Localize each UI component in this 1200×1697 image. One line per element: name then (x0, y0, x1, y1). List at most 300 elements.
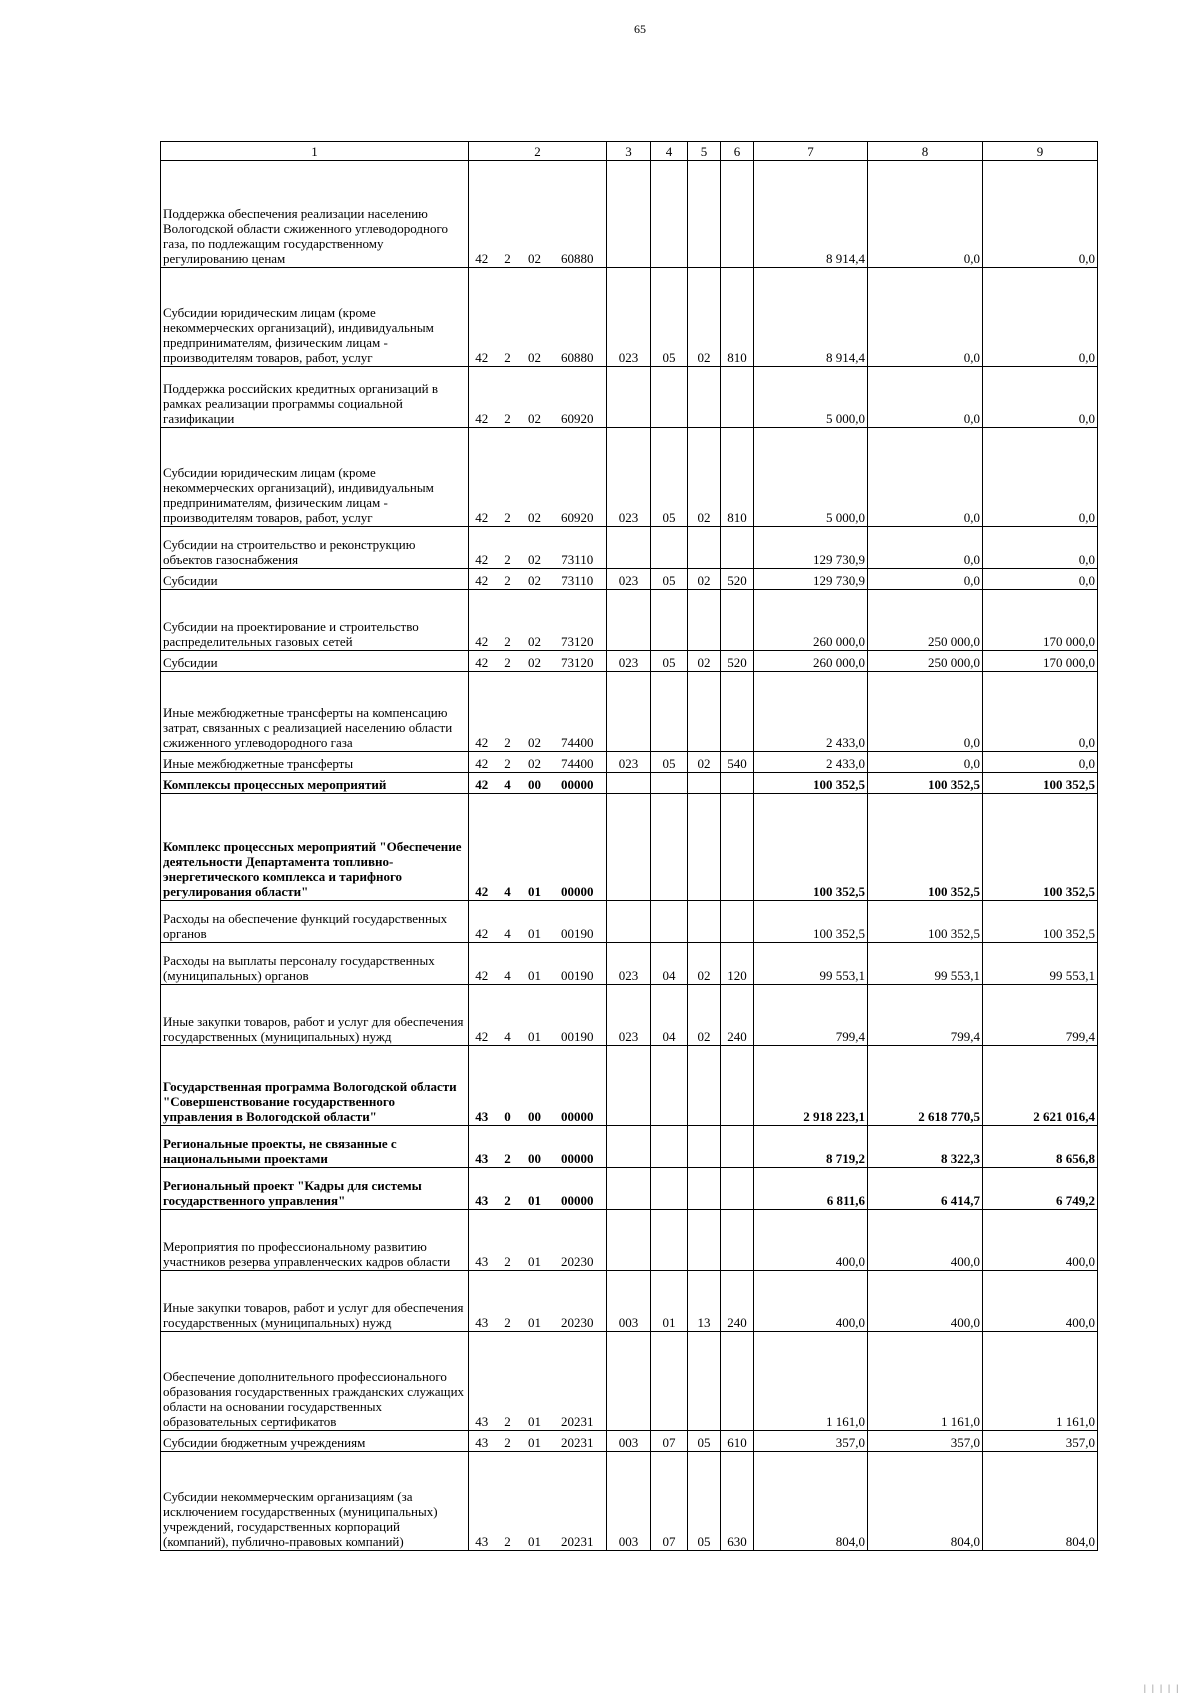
code-direction: 01 (521, 985, 549, 1046)
code-subsection: 05 (688, 1431, 721, 1452)
row-name: Региональный проект "Кадры для системы государственного управления" (161, 1168, 469, 1210)
table-row (161, 1168, 1098, 1210)
code-section (651, 527, 688, 569)
code-direction: 02 (521, 651, 549, 672)
table-row (161, 794, 1098, 901)
amount-year-2: 0,0 (868, 527, 983, 569)
code-subprogram: 4 (495, 794, 521, 901)
amount-year-3: 400,0 (983, 1210, 1098, 1271)
amount-year-2: 804,0 (868, 1452, 983, 1551)
header-col-4: 4 (651, 142, 688, 161)
code-target: 00000 (549, 773, 607, 794)
amount-year-1: 99 553,1 (754, 943, 868, 985)
code-expense-type (721, 901, 754, 943)
code-program: 42 (469, 985, 495, 1046)
code-section (651, 794, 688, 901)
code-ministry (607, 1168, 651, 1210)
code-ministry: 023 (607, 569, 651, 590)
row-name: Субсидии юридическим лицам (кроме некоммерческих организаций), индивидуальным предпринимателям, физическим лицам - производителям товаров, работ, услуг (161, 268, 469, 367)
header-col-1: 1 (161, 142, 469, 161)
row-name: Обеспечение дополнительного профессионального образования государственных гражданских служащих области на основании государственных образовательных сертификатов (161, 1332, 469, 1431)
table-row (161, 1452, 1098, 1551)
code-program: 42 (469, 794, 495, 901)
code-section (651, 672, 688, 752)
code-expense-type: 610 (721, 1431, 754, 1452)
amount-year-1: 129 730,9 (754, 569, 868, 590)
amount-year-2: 99 553,1 (868, 943, 983, 985)
amount-year-2: 357,0 (868, 1431, 983, 1452)
code-subprogram: 2 (495, 1168, 521, 1210)
code-ministry: 023 (607, 943, 651, 985)
amount-year-1: 5 000,0 (754, 428, 868, 527)
code-target: 73110 (549, 569, 607, 590)
row-name: Субсидии юридическим лицам (кроме некоммерческих организаций), индивидуальным предпринимателям, физическим лицам - производителям товаров, работ, услуг (161, 428, 469, 527)
code-direction: 02 (521, 367, 549, 428)
code-subprogram: 4 (495, 985, 521, 1046)
row-name: Субсидии некоммерческим организациям (за исключением государственных (муниципальных) учреждений, государственных корпораций (компаний), публично-правовых компаний) (161, 1452, 469, 1551)
amount-year-3: 8 656,8 (983, 1126, 1098, 1168)
amount-year-1: 8 719,2 (754, 1126, 868, 1168)
row-name: Субсидии (161, 569, 469, 590)
code-subsection: 13 (688, 1271, 721, 1332)
row-name: Субсидии на строительство и реконструкцию объектов газоснабжения (161, 527, 469, 569)
code-target: 73110 (549, 527, 607, 569)
code-expense-type (721, 672, 754, 752)
code-ministry: 023 (607, 651, 651, 672)
code-target: 20231 (549, 1431, 607, 1452)
amount-year-2: 0,0 (868, 428, 983, 527)
code-subsection (688, 672, 721, 752)
table-row (161, 943, 1098, 985)
amount-year-3: 0,0 (983, 752, 1098, 773)
code-section (651, 773, 688, 794)
code-subsection (688, 901, 721, 943)
table-row (161, 672, 1098, 752)
code-direction: 02 (521, 752, 549, 773)
code-subsection: 02 (688, 752, 721, 773)
page-number: 65 (634, 22, 646, 36)
code-subsection: 02 (688, 268, 721, 367)
table-row (161, 1210, 1098, 1271)
row-name: Мероприятия по профессиональному развитию участников резерва управленческих кадров области (161, 1210, 469, 1271)
code-subprogram: 2 (495, 569, 521, 590)
code-subprogram: 2 (495, 1431, 521, 1452)
amount-year-1: 2 918 223,1 (754, 1046, 868, 1126)
row-name: Иные межбюджетные трансферты на компенсацию затрат, связанных с реализацией населению области сжиженного углеводородного газа (161, 672, 469, 752)
amount-year-2: 250 000,0 (868, 590, 983, 651)
code-ministry: 023 (607, 428, 651, 527)
code-program: 42 (469, 527, 495, 569)
code-subsection: 05 (688, 1452, 721, 1551)
code-expense-type: 810 (721, 268, 754, 367)
table-row (161, 428, 1098, 527)
code-ministry (607, 590, 651, 651)
code-ministry (607, 161, 651, 268)
header-col-5: 5 (688, 142, 721, 161)
code-ministry: 003 (607, 1431, 651, 1452)
row-name: Субсидии (161, 651, 469, 672)
code-direction: 01 (521, 943, 549, 985)
code-subprogram: 2 (495, 367, 521, 428)
code-section: 07 (651, 1431, 688, 1452)
code-direction: 00 (521, 1126, 549, 1168)
code-subsection (688, 161, 721, 268)
table-row (161, 752, 1098, 773)
code-ministry: 023 (607, 752, 651, 773)
code-target: 20230 (549, 1210, 607, 1271)
code-subprogram: 2 (495, 672, 521, 752)
header-col-2: 2 (469, 142, 607, 161)
code-section: 04 (651, 985, 688, 1046)
code-ministry (607, 1126, 651, 1168)
code-section: 05 (651, 569, 688, 590)
row-name: Иные закупки товаров, работ и услуг для обеспечения государственных (муниципальных) нужд (161, 985, 469, 1046)
code-program: 42 (469, 590, 495, 651)
code-ministry (607, 1046, 651, 1126)
code-subsection (688, 1168, 721, 1210)
amount-year-3: 0,0 (983, 367, 1098, 428)
amount-year-1: 260 000,0 (754, 651, 868, 672)
code-target: 73120 (549, 590, 607, 651)
header-row (161, 142, 1098, 161)
amount-year-2: 400,0 (868, 1210, 983, 1271)
code-program: 42 (469, 901, 495, 943)
amount-year-3: 99 553,1 (983, 943, 1098, 985)
amount-year-3: 0,0 (983, 569, 1098, 590)
table-row (161, 268, 1098, 367)
code-subprogram: 2 (495, 527, 521, 569)
code-section: 04 (651, 943, 688, 985)
header-col-8: 8 (868, 142, 983, 161)
code-expense-type: 120 (721, 943, 754, 985)
amount-year-1: 2 433,0 (754, 752, 868, 773)
row-name: Расходы на выплаты персоналу государственных (муниципальных) органов (161, 943, 469, 985)
code-section (651, 1046, 688, 1126)
row-name: Поддержка российских кредитных организаций в рамках реализации программы социальной газификации (161, 367, 469, 428)
code-program: 42 (469, 569, 495, 590)
amount-year-2: 6 414,7 (868, 1168, 983, 1210)
code-section: 01 (651, 1271, 688, 1332)
code-program: 42 (469, 672, 495, 752)
code-direction: 00 (521, 773, 549, 794)
budget-table (160, 141, 1098, 1551)
code-section (651, 1126, 688, 1168)
amount-year-1: 804,0 (754, 1452, 868, 1551)
code-direction: 01 (521, 1431, 549, 1452)
amount-year-3: 0,0 (983, 161, 1098, 268)
amount-year-3: 0,0 (983, 428, 1098, 527)
table-row (161, 1332, 1098, 1431)
code-subprogram: 2 (495, 268, 521, 367)
code-direction: 01 (521, 1210, 549, 1271)
header-col-3: 3 (607, 142, 651, 161)
code-subprogram: 2 (495, 590, 521, 651)
code-target: 00000 (549, 1168, 607, 1210)
table-row (161, 773, 1098, 794)
code-target: 60920 (549, 367, 607, 428)
code-expense-type: 240 (721, 985, 754, 1046)
code-target: 60920 (549, 428, 607, 527)
table-body (161, 161, 1098, 1551)
code-target: 00190 (549, 901, 607, 943)
code-program: 42 (469, 943, 495, 985)
code-expense-type: 520 (721, 569, 754, 590)
amount-year-1: 400,0 (754, 1210, 868, 1271)
code-ministry: 023 (607, 268, 651, 367)
code-target: 73120 (549, 651, 607, 672)
code-direction: 01 (521, 794, 549, 901)
code-subsection (688, 590, 721, 651)
code-expense-type (721, 773, 754, 794)
code-direction: 02 (521, 590, 549, 651)
code-expense-type: 520 (721, 651, 754, 672)
row-name: Комплекс процессных мероприятий "Обеспечение деятельности Департамента топливно-энергетического комплекса и тарифного регулирования области" (161, 794, 469, 901)
amount-year-3: 799,4 (983, 985, 1098, 1046)
amount-year-1: 260 000,0 (754, 590, 868, 651)
amount-year-3: 400,0 (983, 1271, 1098, 1332)
code-section (651, 1332, 688, 1431)
code-expense-type (721, 590, 754, 651)
amount-year-2: 1 161,0 (868, 1332, 983, 1431)
amount-year-1: 6 811,6 (754, 1168, 868, 1210)
code-expense-type (721, 1126, 754, 1168)
amount-year-1: 100 352,5 (754, 901, 868, 943)
code-ministry (607, 901, 651, 943)
code-subprogram: 2 (495, 752, 521, 773)
amount-year-1: 8 914,4 (754, 161, 868, 268)
code-target: 74400 (549, 752, 607, 773)
code-target: 00000 (549, 794, 607, 901)
code-expense-type: 240 (721, 1271, 754, 1332)
row-name: Комплексы процессных мероприятий (161, 773, 469, 794)
row-name: Субсидии бюджетным учреждениям (161, 1431, 469, 1452)
code-direction: 01 (521, 1168, 549, 1210)
amount-year-2: 799,4 (868, 985, 983, 1046)
amount-year-3: 357,0 (983, 1431, 1098, 1452)
code-subsection (688, 527, 721, 569)
code-expense-type (721, 1332, 754, 1431)
code-subsection: 02 (688, 569, 721, 590)
code-ministry: 003 (607, 1452, 651, 1551)
code-subprogram: 2 (495, 428, 521, 527)
row-name: Иные закупки товаров, работ и услуг для обеспечения государственных (муниципальных) нужд (161, 1271, 469, 1332)
amount-year-2: 250 000,0 (868, 651, 983, 672)
code-subsection (688, 1332, 721, 1431)
code-program: 42 (469, 428, 495, 527)
code-target: 20231 (549, 1452, 607, 1551)
table-row (161, 527, 1098, 569)
code-program: 43 (469, 1126, 495, 1168)
table-row (161, 590, 1098, 651)
code-program: 43 (469, 1452, 495, 1551)
code-target: 00190 (549, 943, 607, 985)
code-subprogram: 2 (495, 1332, 521, 1431)
amount-year-3: 804,0 (983, 1452, 1098, 1551)
code-subprogram: 4 (495, 773, 521, 794)
amount-year-1: 1 161,0 (754, 1332, 868, 1431)
table-row (161, 367, 1098, 428)
amount-year-1: 400,0 (754, 1271, 868, 1332)
amount-year-1: 100 352,5 (754, 794, 868, 901)
code-subprogram: 2 (495, 1126, 521, 1168)
code-subsection (688, 773, 721, 794)
amount-year-1: 8 914,4 (754, 268, 868, 367)
code-target: 00000 (549, 1046, 607, 1126)
row-name: Иные межбюджетные трансферты (161, 752, 469, 773)
code-subsection (688, 1126, 721, 1168)
code-target: 20231 (549, 1332, 607, 1431)
code-subprogram: 2 (495, 1271, 521, 1332)
code-section: 05 (651, 752, 688, 773)
code-program: 42 (469, 161, 495, 268)
table-row (161, 161, 1098, 268)
amount-year-1: 5 000,0 (754, 367, 868, 428)
table-row (161, 1126, 1098, 1168)
code-expense-type (721, 527, 754, 569)
row-name: Субсидии на проектирование и строительство распределительных газовых сетей (161, 590, 469, 651)
code-subsection: 02 (688, 985, 721, 1046)
code-section: 05 (651, 268, 688, 367)
code-ministry (607, 672, 651, 752)
row-name: Региональные проекты, не связанные с национальными проектами (161, 1126, 469, 1168)
code-ministry (607, 367, 651, 428)
code-program: 42 (469, 651, 495, 672)
code-direction: 02 (521, 428, 549, 527)
code-target: 60880 (549, 161, 607, 268)
code-direction: 02 (521, 268, 549, 367)
amount-year-2: 100 352,5 (868, 773, 983, 794)
amount-year-3: 0,0 (983, 527, 1098, 569)
code-program: 43 (469, 1210, 495, 1271)
code-program: 43 (469, 1332, 495, 1431)
code-expense-type (721, 794, 754, 901)
code-direction: 02 (521, 527, 549, 569)
code-direction: 01 (521, 1332, 549, 1431)
amount-year-3: 100 352,5 (983, 901, 1098, 943)
code-subprogram: 0 (495, 1046, 521, 1126)
amount-year-3: 100 352,5 (983, 794, 1098, 901)
code-program: 42 (469, 367, 495, 428)
code-expense-type (721, 367, 754, 428)
code-direction: 02 (521, 161, 549, 268)
code-program: 43 (469, 1271, 495, 1332)
code-expense-type: 810 (721, 428, 754, 527)
code-subprogram: 4 (495, 901, 521, 943)
amount-year-2: 0,0 (868, 569, 983, 590)
code-ministry (607, 527, 651, 569)
table-row (161, 569, 1098, 590)
code-program: 43 (469, 1168, 495, 1210)
code-subprogram: 2 (495, 1452, 521, 1551)
code-target: 60880 (549, 268, 607, 367)
table-row (161, 1271, 1098, 1332)
amount-year-1: 357,0 (754, 1431, 868, 1452)
code-section (651, 1210, 688, 1271)
code-expense-type: 540 (721, 752, 754, 773)
amount-year-1: 2 433,0 (754, 672, 868, 752)
code-ministry (607, 1210, 651, 1271)
amount-year-2: 0,0 (868, 161, 983, 268)
code-direction: 00 (521, 1046, 549, 1126)
code-subprogram: 2 (495, 651, 521, 672)
row-name: Поддержка обеспечения реализации населению Вологодской области сжиженного углеводородного газа, по подлежащим государственному регулированию ценам (161, 161, 469, 268)
code-section: 05 (651, 651, 688, 672)
code-section (651, 367, 688, 428)
code-subprogram: 4 (495, 943, 521, 985)
code-direction: 02 (521, 672, 549, 752)
code-expense-type (721, 1046, 754, 1126)
code-subsection (688, 367, 721, 428)
code-ministry: 023 (607, 985, 651, 1046)
row-name: Государственная программа Вологодской области "Совершенствование государственного управления в Вологодской области" (161, 1046, 469, 1126)
amount-year-3: 170 000,0 (983, 651, 1098, 672)
amount-year-2: 8 322,3 (868, 1126, 983, 1168)
code-subprogram: 2 (495, 1210, 521, 1271)
code-subsection: 02 (688, 651, 721, 672)
code-ministry (607, 773, 651, 794)
code-direction: 01 (521, 901, 549, 943)
code-target: 20230 (549, 1271, 607, 1332)
amount-year-3: 6 749,2 (983, 1168, 1098, 1210)
amount-year-2: 400,0 (868, 1271, 983, 1332)
amount-year-3: 100 352,5 (983, 773, 1098, 794)
code-program: 43 (469, 1431, 495, 1452)
code-program: 43 (469, 1046, 495, 1126)
code-direction: 01 (521, 1271, 549, 1332)
amount-year-2: 100 352,5 (868, 901, 983, 943)
code-section: 05 (651, 428, 688, 527)
amount-year-3: 0,0 (983, 672, 1098, 752)
amount-year-3: 170 000,0 (983, 590, 1098, 651)
amount-year-3: 2 621 016,4 (983, 1046, 1098, 1126)
code-subsection: 02 (688, 428, 721, 527)
amount-year-2: 2 618 770,5 (868, 1046, 983, 1126)
amount-year-2: 0,0 (868, 367, 983, 428)
code-section (651, 590, 688, 651)
code-subsection (688, 1046, 721, 1126)
code-program: 42 (469, 773, 495, 794)
code-section (651, 901, 688, 943)
table-row (161, 901, 1098, 943)
code-section (651, 1168, 688, 1210)
code-ministry (607, 1332, 651, 1431)
code-direction: 02 (521, 569, 549, 590)
edge-marks: | | | | | (1143, 1683, 1180, 1693)
amount-year-1: 129 730,9 (754, 527, 868, 569)
code-subsection (688, 1210, 721, 1271)
code-target: 74400 (549, 672, 607, 752)
header-col-6: 6 (721, 142, 754, 161)
code-subsection: 02 (688, 943, 721, 985)
amount-year-3: 0,0 (983, 268, 1098, 367)
code-target: 00000 (549, 1126, 607, 1168)
code-subsection (688, 794, 721, 901)
code-ministry: 003 (607, 1271, 651, 1332)
code-expense-type: 630 (721, 1452, 754, 1551)
code-program: 42 (469, 752, 495, 773)
table-row (161, 1431, 1098, 1452)
amount-year-2: 0,0 (868, 752, 983, 773)
header-col-9: 9 (983, 142, 1098, 161)
code-expense-type (721, 1168, 754, 1210)
header-col-7: 7 (754, 142, 868, 161)
code-ministry (607, 794, 651, 901)
amount-year-3: 1 161,0 (983, 1332, 1098, 1431)
row-name: Расходы на обеспечение функций государственных органов (161, 901, 469, 943)
amount-year-2: 0,0 (868, 672, 983, 752)
amount-year-2: 100 352,5 (868, 794, 983, 901)
table-row (161, 1046, 1098, 1126)
